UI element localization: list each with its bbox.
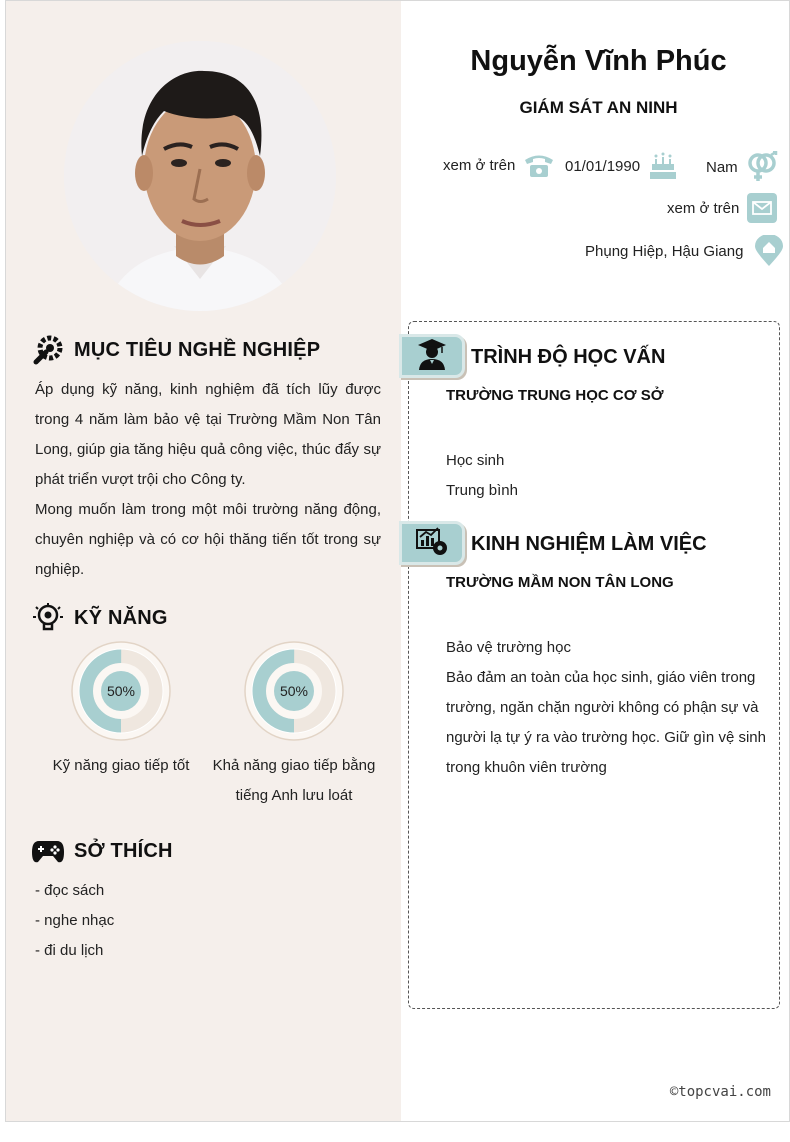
skills-title: KỸ NĂNG xyxy=(74,606,168,629)
skill-item xyxy=(36,641,206,781)
contact-phone xyxy=(443,151,555,179)
graduate-icon xyxy=(417,338,447,375)
experience-description: Bảo đảm an toàn của học sinh, giáo viên trong trường, ngăn chặn người không có phận sự và người lạ tự ý ra vào trường học. Giữ gìn vệ sinh trong khuôn viên trường xyxy=(446,669,766,776)
watermark: ©topcvai.com xyxy=(669,1084,771,1100)
experience-title: KINH NGHIỆM LÀM VIỆC xyxy=(471,533,707,555)
contact-gender xyxy=(706,151,778,183)
hobbies-header xyxy=(32,835,173,867)
objective-paragraph: Áp dụng kỹ năng, kinh nghiệm đã tích lũy được trong 4 năm làm bảo vệ tại Trường Mầm Non Tân Long, giúp gia tăng hiệu quả công việc, thúc đẩy sự phát triển vượt trội cho Công ty. xyxy=(35,381,381,488)
phone-icon xyxy=(523,151,555,179)
hobbies-title: SỞ THÍCH xyxy=(74,839,173,862)
chart-icon xyxy=(416,526,448,561)
education-school: TRƯỜNG TRUNG HỌC CƠ SỞ xyxy=(446,387,664,404)
location-icon xyxy=(755,235,783,267)
gender-value: Nam xyxy=(706,158,738,176)
address-value: Phụng Hiệp, Hậu Giang xyxy=(585,242,744,260)
phone-value: xem ở trên xyxy=(443,156,516,174)
objective-header xyxy=(32,334,320,366)
skill-percent: 50% xyxy=(274,671,314,711)
contact-address xyxy=(585,235,783,267)
education-major: Học sinh xyxy=(446,452,505,469)
hobby-item: - đi du lịch xyxy=(35,942,104,959)
skill-label: Kỹ năng giao tiếp tốt xyxy=(52,757,190,774)
education-tab xyxy=(399,334,465,378)
candidate-name: Nguyễn Vĩnh Phúc xyxy=(470,45,727,77)
skill-item xyxy=(209,641,379,811)
gamepad-icon xyxy=(32,835,64,867)
email-icon xyxy=(747,193,777,223)
resume-page xyxy=(5,0,790,1122)
skill-progress-ring xyxy=(244,641,344,741)
left-sidebar xyxy=(6,1,401,1121)
education-grade: Trung bình xyxy=(446,482,518,499)
cake-icon xyxy=(648,151,678,181)
skill-percent: 50% xyxy=(101,671,141,711)
objective-text xyxy=(35,375,381,585)
objective-paragraph: Mong muốn làm trong một môi trường năng động, chuyên nghiệp và có cơ hội thăng tiến tốt trong sự nghiệp. xyxy=(35,501,381,578)
skills-header xyxy=(32,602,168,634)
lightbulb-gear-icon xyxy=(32,602,64,634)
gender-icon xyxy=(746,151,778,183)
objective-title: MỤC TIÊU NGHỀ NGHIỆP xyxy=(74,338,321,361)
hobby-item: - nghe nhạc xyxy=(35,912,115,929)
candidate-role: GIÁM SÁT AN NINH xyxy=(519,98,678,117)
experience-company: TRƯỜNG MẦM NON TÂN LONG xyxy=(446,574,674,591)
hobby-item: - đọc sách xyxy=(35,882,105,899)
email-value: xem ở trên xyxy=(667,199,740,217)
skill-progress-ring xyxy=(71,641,171,741)
contact-email xyxy=(667,193,777,223)
hobbies-list xyxy=(35,876,114,966)
tools-gear-icon xyxy=(32,334,64,366)
avatar xyxy=(64,41,336,311)
birthday-value: 01/01/1990 xyxy=(565,157,641,175)
experience-position: Bảo vệ trường học xyxy=(446,639,571,656)
contact-birthday xyxy=(565,151,678,181)
experience-tab xyxy=(399,521,465,565)
education-title: TRÌNH ĐỘ HỌC VẤN xyxy=(471,346,666,368)
portrait-photo xyxy=(64,41,336,311)
skill-label: Khả năng giao tiếp bằng tiếng Anh lưu loát xyxy=(212,757,376,804)
